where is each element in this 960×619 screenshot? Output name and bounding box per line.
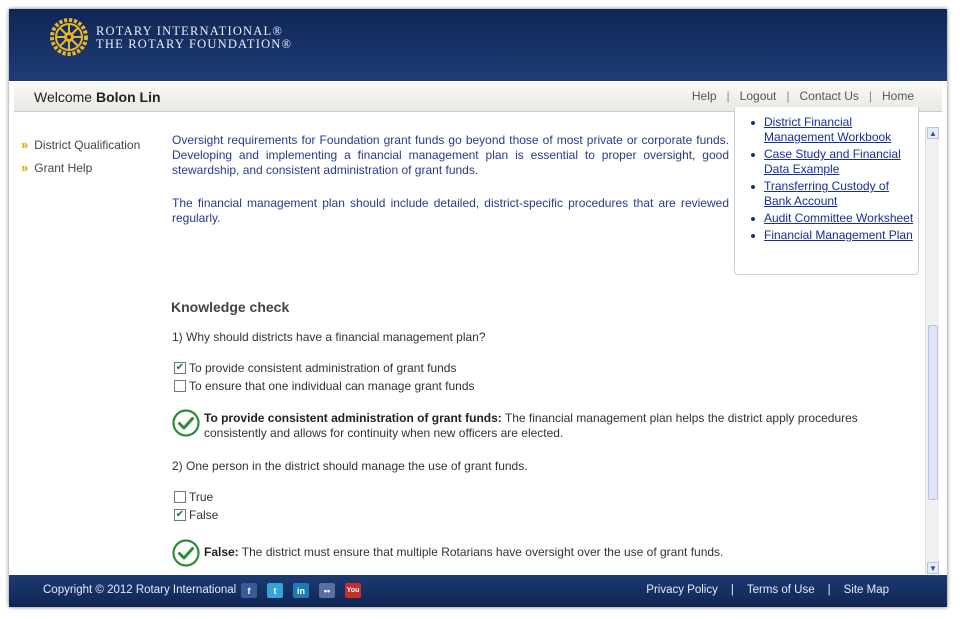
q2-option-false[interactable] [174, 508, 218, 522]
list-item [747, 179, 918, 209]
nav-item-district-qualification[interactable] [21, 133, 140, 156]
logout-link[interactable]: Logout [739, 89, 777, 103]
rotary-wheel-logo-icon[interactable] [49, 17, 89, 57]
nav-separator: | [786, 89, 790, 103]
option-label: To provide consistent administration of grant funds [189, 361, 457, 375]
scroll-down-arrow-icon[interactable]: ▼ [927, 562, 939, 574]
footer-separator: | [730, 584, 734, 596]
option-label: False [189, 508, 219, 522]
option-label: True [189, 490, 214, 504]
main-content [9, 113, 947, 575]
vertical-scrollbar[interactable] [925, 127, 939, 574]
correct-check-icon [172, 539, 200, 567]
resource-link[interactable]: Financial Management Plan [764, 228, 913, 242]
option-label: To ensure that one individual can manage grant funds [189, 379, 475, 393]
list-item [747, 147, 918, 177]
youtube-icon[interactable]: You [345, 583, 361, 598]
org-name-line1: ROTARY INTERNATIONAL® [96, 24, 284, 38]
org-name-line2: THE ROTARY FOUNDATION® [96, 37, 293, 51]
nav-separator: | [726, 89, 730, 103]
site-header [9, 9, 947, 81]
checkbox-unchecked[interactable] [174, 491, 186, 503]
plan-paragraph: The financial management plan should include detailed, district-specific procedures that are reviewed regularly. [172, 196, 729, 225]
twitter-icon[interactable]: t [267, 583, 283, 598]
feedback-answer: False: [204, 545, 239, 559]
feedback-answer: To provide consistent administration of grant funds: [204, 411, 502, 425]
site-map-link[interactable]: Site Map [843, 584, 889, 596]
resources-box [734, 107, 919, 275]
q1-option-1[interactable] [174, 361, 456, 375]
footer-links [646, 584, 889, 596]
correct-check-icon [172, 409, 200, 437]
flickr-icon[interactable]: •• [319, 583, 335, 598]
left-nav [21, 133, 140, 179]
chevron-right-icon: » [21, 160, 29, 175]
browser-window [9, 9, 947, 607]
feedback-text [204, 409, 920, 441]
user-name: Bolon Lin [95, 89, 161, 105]
welcome-prefix: Welcome [34, 89, 96, 105]
q2-feedback [172, 539, 920, 567]
resource-link[interactable]: District Financial Management Workbook [764, 115, 892, 144]
linkedin-icon[interactable]: in [293, 583, 309, 598]
site-footer [9, 575, 947, 607]
checkbox-checked[interactable]: ✔ [175, 509, 185, 520]
home-link[interactable]: Home [881, 89, 914, 103]
help-link[interactable]: Help [691, 89, 717, 103]
resource-link[interactable]: Transferring Custody of Bank Account [764, 179, 889, 208]
facebook-icon[interactable]: f [241, 583, 257, 598]
nav-item-label: District Qualification [34, 137, 141, 152]
copyright-text: Copyright © 2012 Rotary International [43, 584, 237, 596]
scrollbar-thumb[interactable] [928, 325, 938, 500]
nav-item-grant-help[interactable] [21, 156, 140, 179]
nav-item-label: Grant Help [34, 160, 93, 175]
intro-paragraph: Oversight requirements for Foundation grant funds go beyond those of most private or corporate funds. Developing and implementing a financial management plan is essential to proper oversight, good stewardship, and consistent administration of grant funds. [172, 133, 729, 177]
knowledge-check-title: Knowledge check [171, 299, 290, 315]
feedback-explanation: The financial management plan helps the district apply procedures consistently and allows for continuity when new officers are elected. [204, 411, 858, 440]
list-item [747, 228, 918, 243]
org-name [96, 25, 292, 51]
resource-link[interactable]: Case Study and Financial Data Example [764, 147, 901, 176]
feedback-text [204, 539, 723, 560]
checkbox-unchecked[interactable] [174, 380, 186, 392]
list-item [747, 115, 918, 145]
question-2: 2) One person in the district should manage the use of grant funds. [172, 459, 528, 473]
q1-feedback [172, 409, 920, 441]
list-item [747, 211, 918, 226]
resources-list [735, 107, 918, 243]
resource-link[interactable]: Audit Committee Worksheet [764, 211, 914, 225]
social-links [241, 583, 361, 598]
chevron-right-icon: » [21, 137, 29, 152]
footer-separator: | [827, 584, 831, 596]
q2-option-true[interactable] [174, 490, 213, 504]
feedback-explanation: The district must ensure that multiple Rotarians have oversight over the use of grant funds. [238, 545, 724, 559]
welcome-message [34, 89, 161, 105]
scroll-up-arrow-icon[interactable]: ▲ [927, 127, 939, 139]
q1-option-2[interactable] [174, 379, 475, 393]
top-nav [692, 89, 914, 103]
terms-of-use-link[interactable]: Terms of Use [746, 584, 815, 596]
privacy-policy-link[interactable]: Privacy Policy [646, 584, 718, 596]
nav-separator: | [868, 89, 872, 103]
contact-us-link[interactable]: Contact Us [799, 89, 859, 103]
checkbox-checked[interactable]: ✔ [175, 362, 185, 373]
question-1: 1) Why should districts have a financial management plan? [172, 330, 486, 344]
